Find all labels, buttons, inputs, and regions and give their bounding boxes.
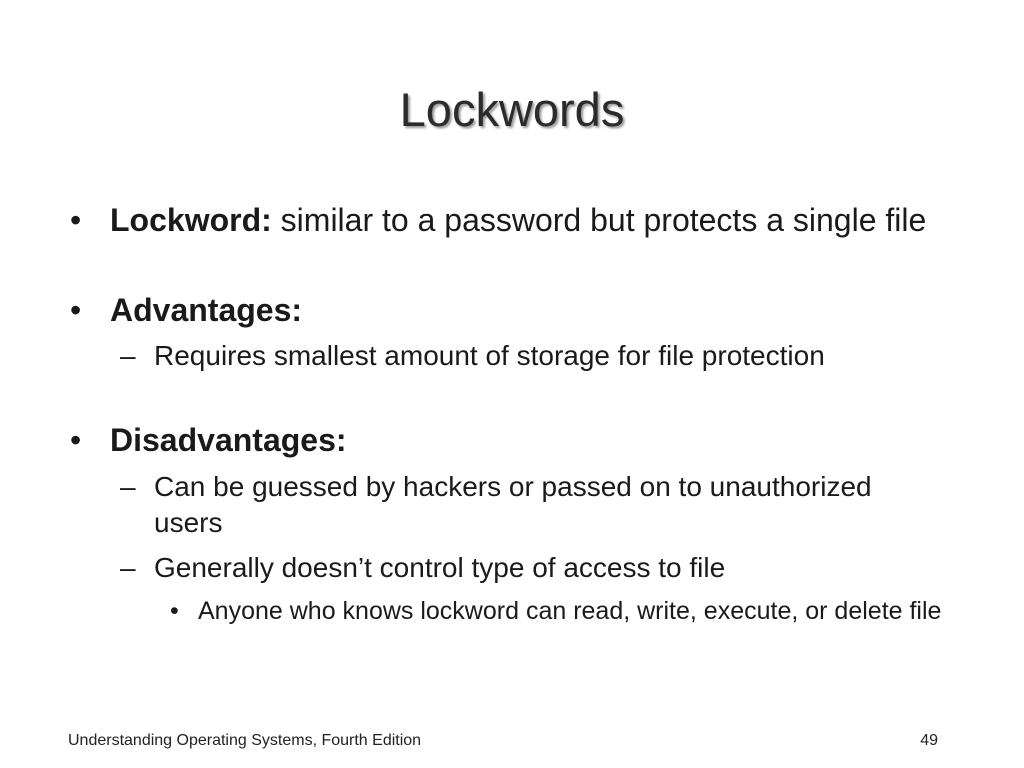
sub-bullet-access-control — [120, 550, 880, 586]
bullet-term: Lockword: — [110, 202, 272, 238]
bullet-description: similar to a password but protects a single file — [271, 202, 927, 238]
bullet-marker: • — [70, 292, 82, 328]
bullet-disadvantages — [70, 420, 930, 460]
dash-marker: – — [120, 552, 136, 583]
bullet-text — [110, 200, 930, 240]
sub-sub-bullet-text: Anyone who knows lockword can read, write, execute, or delete file — [198, 597, 942, 625]
sub-bullet-guessed — [120, 469, 880, 541]
bullet-advantages — [70, 290, 930, 330]
bullet-text — [110, 420, 930, 460]
sub-bullet-storage — [120, 338, 880, 374]
sub-bullet-text: Requires smallest amount of storage for file protection — [154, 340, 825, 371]
bullet-lockword — [70, 200, 930, 240]
footer-book-title: Understanding Operating Systems, Fourth Edition — [68, 732, 422, 749]
bullet-term: Disadvantages: — [110, 422, 347, 458]
footer-page-number: 49 — [920, 732, 938, 749]
sub-bullet-text: Can be guessed by hackers or passed on to unauthorized users — [154, 471, 872, 538]
sub-sub-bullet-anyone — [170, 594, 970, 628]
dash-marker: – — [120, 471, 136, 502]
sub-bullet-text: Generally doesn’t control type of access to file — [154, 552, 726, 583]
bullet-term: Advantages: — [110, 292, 303, 328]
dash-marker: – — [120, 340, 136, 371]
bullet-marker: • — [70, 422, 82, 458]
slide-title: Lockwords — [399, 83, 625, 136]
bullet-marker: • — [70, 202, 82, 238]
bullet-marker: • — [170, 597, 179, 625]
bullet-text — [110, 290, 930, 330]
